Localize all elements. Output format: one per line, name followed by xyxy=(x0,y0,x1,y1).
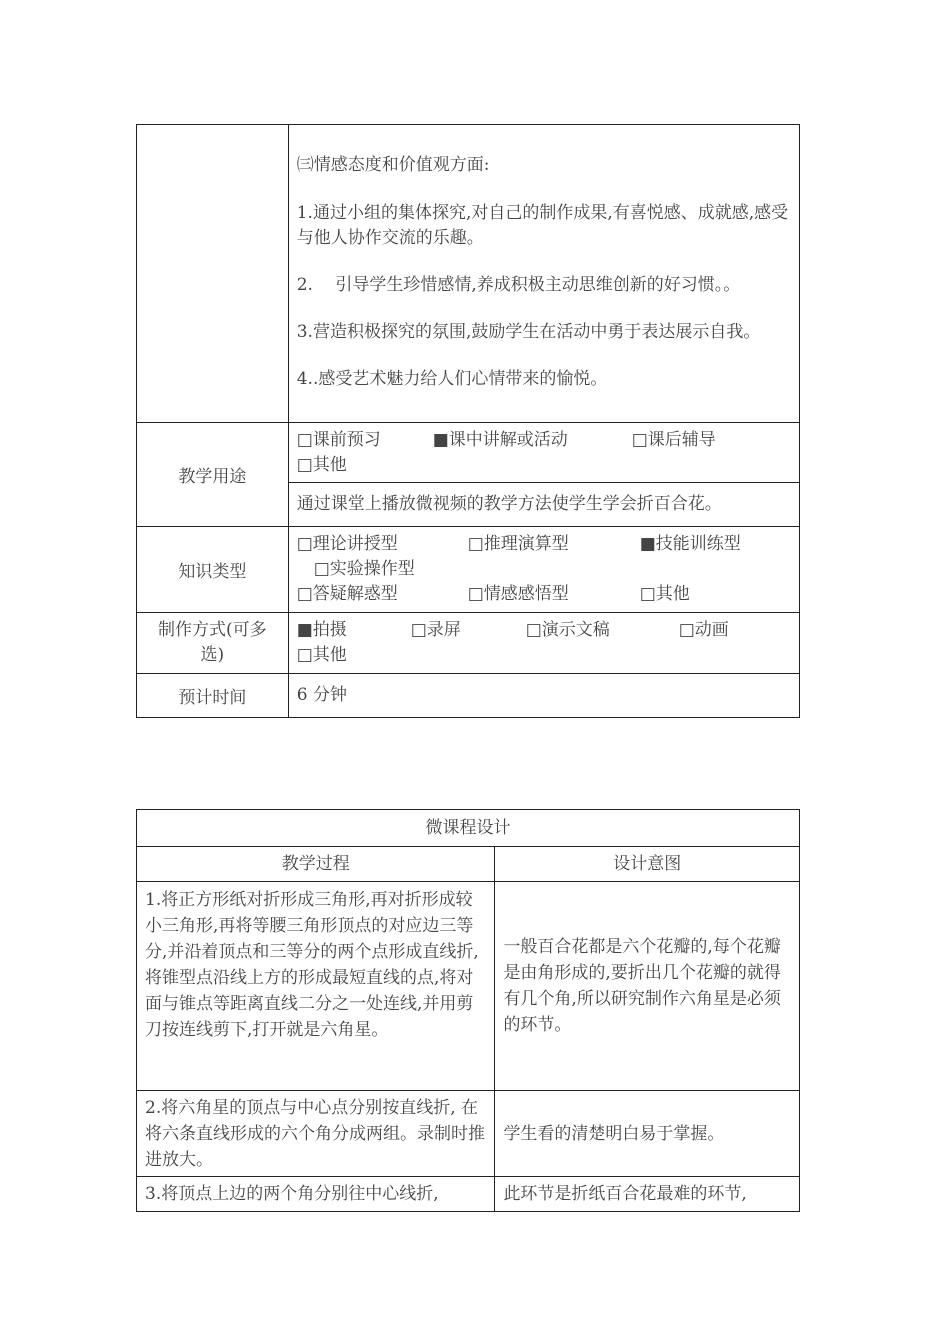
time-value: 6 分钟 xyxy=(288,674,799,718)
usage-option-in-class[interactable]: ■课中讲解或活动 xyxy=(432,429,568,450)
affective-goals-cell xyxy=(288,125,799,423)
knowledge-option-theory[interactable]: □理论讲授型 xyxy=(296,534,398,554)
design-intent: 一般百合花都是六个花瓣的,每个花瓣是由角形成的,要折出几个花瓣的就得有几个角,所以研究制作六角星是必须的环节。 xyxy=(495,882,800,1091)
affective-item: 3.营造积极探究的氛围,鼓励学生在活动中勇于表达展示自我。 xyxy=(296,322,761,342)
usage-option-preview[interactable]: □课前预习 xyxy=(296,429,381,450)
knowledge-option-experiment[interactable]: □实验操作型 xyxy=(313,559,415,579)
knowledge-option-reasoning[interactable]: □推理演算型 xyxy=(467,534,569,554)
usage-option-after-class[interactable]: □课后辅导 xyxy=(631,429,716,450)
knowledge-option-skill[interactable]: ■技能训练型 xyxy=(639,534,741,554)
knowledge-option-other[interactable]: □其他 xyxy=(639,584,690,604)
production-label: 制作方式(可多选) xyxy=(137,613,289,674)
affective-item: 2. 引导学生珍惜感情,养成积极主动思维创新的好习惯。。 xyxy=(296,275,741,295)
usage-option-other[interactable]: □其他 xyxy=(296,454,347,475)
knowledge-option-emotion[interactable]: □情感感悟型 xyxy=(467,584,569,604)
knowledge-options xyxy=(288,527,799,613)
usage-label: 教学用途 xyxy=(137,423,289,527)
knowledge-label: 知识类型 xyxy=(137,527,289,613)
lesson-info-table xyxy=(136,124,800,718)
production-option-filming[interactable]: ■拍摄 xyxy=(296,620,347,640)
production-option-slides[interactable]: □演示文稿 xyxy=(525,620,610,640)
course-design-table xyxy=(136,809,800,1212)
process-step: 2.将六角星的顶点与中心点分别按直线折, 在将六条直线形成的六个角分成两组。录制时推进放大。 xyxy=(137,1091,495,1177)
affective-item: 1.通过小组的集体探究,对自己的制作成果,有喜悦感、成就感,感受与他人协作交流的乐趣。 xyxy=(296,203,789,248)
process-header: 教学过程 xyxy=(137,847,495,882)
production-option-screen-record[interactable]: □录屏 xyxy=(410,620,461,640)
design-intent: 学生看的清楚明白易于掌握。 xyxy=(495,1091,800,1177)
knowledge-option-qa[interactable]: □答疑解惑型 xyxy=(296,584,398,604)
design-intent: 此环节是折纸百合花最难的环节, xyxy=(495,1177,800,1212)
production-option-animation[interactable]: □动画 xyxy=(678,620,729,640)
affective-item: 4..感受艺术魅力给人们心情带来的愉悦。 xyxy=(296,369,608,389)
affective-label-cell xyxy=(137,125,289,423)
usage-options xyxy=(288,423,799,483)
design-title: 微课程设计 xyxy=(137,810,800,847)
affective-heading: ㈢情感态度和价值观方面: xyxy=(296,155,490,175)
production-option-other[interactable]: □其他 xyxy=(296,645,347,665)
intent-header: 设计意图 xyxy=(495,847,800,882)
usage-desc: 通过课堂上播放微视频的教学方法使学生学会折百合花。 xyxy=(288,483,799,527)
production-options xyxy=(288,613,799,674)
time-label: 预计时间 xyxy=(137,674,289,718)
process-step: 1.将正方形纸对折形成三角形,再对折形成较小三角形,再将等腰三角形顶点的对应边三等分,并沿着顶点和三等分的两个点形成直线折,将锥型点沿线上方的形成最短直线的点,将对面与锥点等距离直线二分之一处连线,并用剪刀按连线剪下,打开就是六角星。 xyxy=(137,882,495,1091)
process-step: 3.将顶点上边的两个角分别往中心线折, xyxy=(137,1177,495,1212)
